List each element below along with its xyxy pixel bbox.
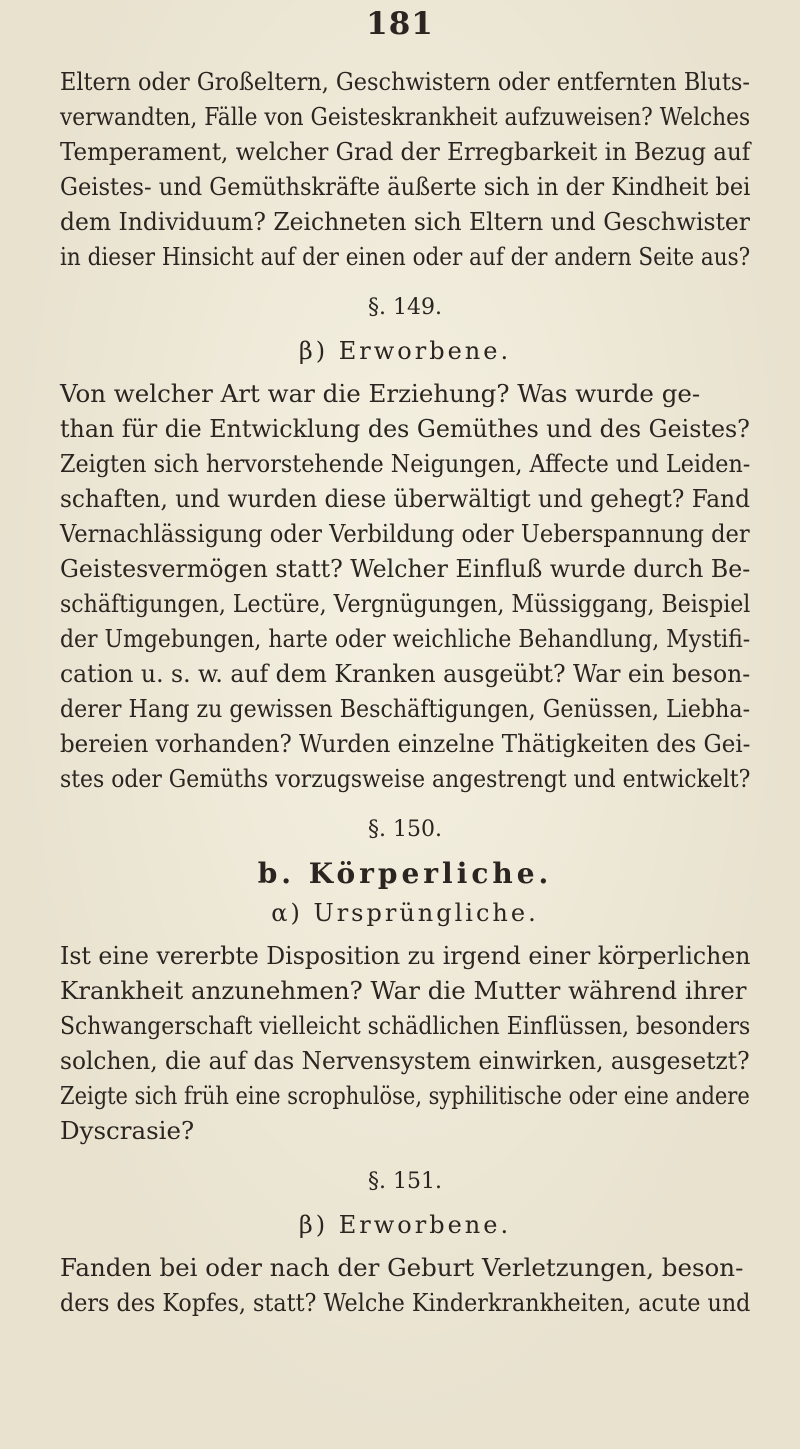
text-line: Schwangerschaft vielleicht schädlichen Einflüssen, besonders xyxy=(60,1011,751,1040)
text-line: Von welcher Art war die Erziehung? Was wurde ge- xyxy=(60,379,701,408)
text-line: solchen, die auf das Nervensystem einwirken, ausgesetzt? xyxy=(60,1046,750,1075)
text-line: Krankheit anzunehmen? War die Mutter während ihrer xyxy=(60,976,747,1005)
paragraph-1 xyxy=(60,64,750,274)
text-line: Geistesvermögen statt? Welcher Einfluß wurde durch Be- xyxy=(60,554,751,583)
subheading-acquired-mental: β) Erworbene. xyxy=(298,337,512,365)
text-line: in dieser Hinsicht auf der einen oder auf der andern Seite aus? xyxy=(60,242,751,271)
text-line: der Umgebungen, harte oder weichliche Behandlung, Mystifi- xyxy=(60,624,751,653)
text-line: ders des Kopfes, statt? Welche Kinderkrankheiten, acute und xyxy=(60,1288,751,1317)
text-line: Dyscrasie? xyxy=(60,1116,195,1145)
text-line: derer Hang zu gewissen Beschäftigungen, Genüssen, Liebha- xyxy=(60,694,751,723)
text-line: Vernachlässigung oder Verbildung oder Ueberspannung der xyxy=(60,519,750,548)
text-line: stes oder Gemüths vorzugsweise angestrengt und entwickelt? xyxy=(60,764,751,793)
text-line: Fanden bei oder nach der Geburt Verletzungen, beson- xyxy=(60,1253,744,1282)
section-number-149: §. 149. xyxy=(368,295,442,320)
section-number-150: §. 150. xyxy=(368,817,442,842)
text-line: Eltern oder Großeltern, Geschwistern oder entfernten Bluts- xyxy=(60,67,750,96)
text-line: schäftigungen, Lectüre, Vergnügungen, Müssiggang, Beispiel xyxy=(60,589,751,618)
subheading-acquired-bodily: β) Erworbene. xyxy=(298,1211,512,1239)
text-line: Zeigten sich hervorstehende Neigungen, Affecte und Leiden- xyxy=(60,449,751,478)
text-line: bereien vorhanden? Wurden einzelne Thätigkeiten des Gei- xyxy=(60,729,751,758)
paragraph-3 xyxy=(60,938,750,1148)
text-line: Temperament, welcher Grad der Erregbarkeit in Bezug auf xyxy=(60,137,751,166)
text-line: Geistes- und Gemüthskräfte äußerte sich in der Kindheit bei xyxy=(60,172,751,201)
text-line: than für die Entwicklung des Gemüthes und des Geistes? xyxy=(60,414,750,443)
subheading-original: α) Ursprüngliche. xyxy=(271,899,539,927)
heading-bodily: b. Körperliche. xyxy=(257,857,553,890)
text-line: verwandten, Fälle von Geisteskrankheit aufzuweisen? Welches xyxy=(60,102,751,131)
text-line: cation u. s. w. auf dem Kranken ausgeübt? War ein beson- xyxy=(60,659,751,688)
text-line: Ist eine vererbte Disposition zu irgend einer körperlichen xyxy=(60,941,751,970)
text-line: dem Individuum? Zeichneten sich Eltern und Geschwister xyxy=(60,207,750,236)
paragraph-2 xyxy=(60,376,750,796)
text-line: Zeigte sich früh eine scrophulöse, syphilitische oder eine andere xyxy=(60,1081,750,1110)
paragraph-4 xyxy=(60,1250,750,1320)
page-body xyxy=(60,64,750,1320)
page-number: 181 xyxy=(366,6,434,42)
text-line: schaften, und wurden diese überwältigt und gehegt? Fand xyxy=(60,484,750,513)
section-number-151: §. 151. xyxy=(368,1169,442,1194)
